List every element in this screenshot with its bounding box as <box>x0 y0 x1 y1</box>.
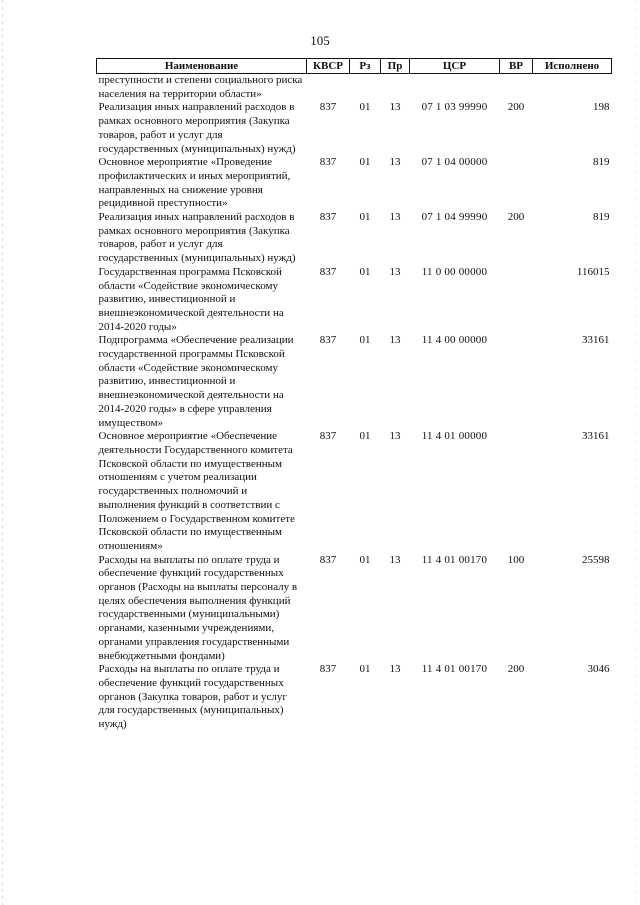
row-kvsr: 837 <box>319 156 337 169</box>
row-kvsr: 837 <box>319 265 337 278</box>
row-pr: 13 <box>389 430 401 443</box>
row-rz <box>350 74 381 102</box>
scan-edge-left <box>2 0 3 905</box>
row-kvsr <box>307 74 350 102</box>
row-vr <box>500 74 533 102</box>
row-pr <box>381 74 410 102</box>
row-csr: 07 1 04 99990 <box>421 211 488 224</box>
row-vr <box>500 334 533 430</box>
row-name: Реализация иных направлений расходов в рамках основного мероприятия (Закупка товаров, работ и услуг для государственных (муниципальных) нужд) <box>98 211 296 265</box>
row-name: Основное мероприятие «Обеспечение деятельности Государственного комитета Псковской области по имущественным отношениям с учетом реализации государственных полномочий и выполнения функций в соответствии с Положением о Государственном комитете Псковской области по имущественным отношениям» <box>98 430 295 552</box>
scan-edge-right <box>636 0 637 905</box>
row-kvsr: 837 <box>319 101 337 114</box>
table-row <box>97 74 612 102</box>
row-csr <box>410 74 500 102</box>
header-pr: Пр <box>381 59 410 74</box>
row-vr <box>500 156 533 211</box>
row-pr: 13 <box>389 553 401 566</box>
row-pr: 13 <box>389 211 401 224</box>
row-amount: 198 <box>593 101 610 114</box>
table-row <box>97 101 612 156</box>
row-amount: 25598 <box>582 553 610 566</box>
table-row <box>97 156 612 211</box>
table-row <box>97 334 612 430</box>
row-vr: 200 <box>507 211 525 224</box>
row-name: Реализация иных направлений расходов в рамках основного мероприятия (Закупка товаров, работ и услуг для государственных (муниципальных) нужд) <box>98 101 296 155</box>
header-name: Наименование <box>97 59 307 74</box>
row-amount <box>533 74 612 102</box>
header-csr: ЦСР <box>410 59 500 74</box>
row-csr: 07 1 04 00000 <box>421 156 488 169</box>
row-vr <box>500 430 533 553</box>
row-rz: 01 <box>359 430 371 443</box>
header-vr: ВР <box>500 59 533 74</box>
row-rz: 01 <box>359 156 371 169</box>
row-kvsr: 837 <box>319 211 337 224</box>
row-name: Основное мероприятие «Проведение профилактических и иных мероприятий, направленных на снижение уровня рецидивной преступности» <box>98 156 291 210</box>
row-pr: 13 <box>389 265 401 278</box>
row-kvsr: 837 <box>319 663 337 676</box>
budget-table <box>96 58 612 732</box>
row-csr: 07 1 03 99990 <box>421 101 488 114</box>
row-amount: 33161 <box>582 334 610 347</box>
header-amount: Исполнено <box>533 59 612 74</box>
table-body <box>97 74 612 732</box>
row-vr: 100 <box>507 553 525 566</box>
row-rz: 01 <box>359 101 371 114</box>
row-vr <box>500 266 533 335</box>
row-amount: 33161 <box>582 430 610 443</box>
row-csr: 11 4 01 00000 <box>421 430 488 443</box>
row-csr: 11 4 01 00170 <box>421 553 488 566</box>
row-rz: 01 <box>359 211 371 224</box>
row-name: Подпрограмма «Обеспечение реализации государственной программы Псковской области «Содействие экономическому развитию, инвестиционной и внешнеэкономической деятельности на 2014-2020 годы» в сфере управления имуществом» <box>98 334 294 429</box>
row-csr: 11 0 00 00000 <box>421 265 488 278</box>
row-kvsr: 837 <box>319 334 337 347</box>
table-header <box>97 59 612 74</box>
row-vr: 200 <box>507 663 525 676</box>
row-vr: 200 <box>507 101 525 114</box>
row-name: Расходы на выплаты по оплате труда и обеспечение функций государственных органов (Закупка товаров, работ и услуг для государственных (муниципальных) нужд) <box>98 663 287 731</box>
table-row <box>97 211 612 266</box>
page-number: 105 <box>310 33 330 48</box>
row-csr: 11 4 01 00170 <box>421 663 488 676</box>
table-row <box>97 266 612 335</box>
row-amount: 819 <box>593 211 610 224</box>
row-csr: 11 4 00 00000 <box>421 334 488 347</box>
row-kvsr: 837 <box>319 430 337 443</box>
row-pr: 13 <box>389 663 401 676</box>
table-row <box>97 430 612 553</box>
row-rz: 01 <box>359 265 371 278</box>
row-rz: 01 <box>359 553 371 566</box>
row-rz: 01 <box>359 334 371 347</box>
row-pr: 13 <box>389 101 401 114</box>
row-kvsr: 837 <box>319 553 337 566</box>
row-pr: 13 <box>389 334 401 347</box>
row-name: преступности и степени социального риска населения на территории области» <box>98 74 303 100</box>
header-rz: Рз <box>350 59 381 74</box>
row-amount: 3046 <box>587 663 610 676</box>
row-name: Государственная программа Псковской области «Содействие экономическому развитию, инвестиционной и внешнеэкономической деятельности на 2014-2020 годы» <box>98 265 284 333</box>
row-amount: 819 <box>593 156 610 169</box>
row-amount: 116015 <box>576 265 610 278</box>
header-kvsr: КВСР <box>307 59 350 74</box>
row-pr: 13 <box>389 156 401 169</box>
row-rz: 01 <box>359 663 371 676</box>
table-row <box>97 663 612 732</box>
row-name: Расходы на выплаты по оплате труда и обеспечение функций государственных органов (Расходы на выплаты персоналу в целях обеспечения выполнения функций государственными (муниципальными) органами, казенными учреждениями, органами управления государственными внебюджетными фондами) <box>98 553 298 662</box>
table-row <box>97 554 612 664</box>
